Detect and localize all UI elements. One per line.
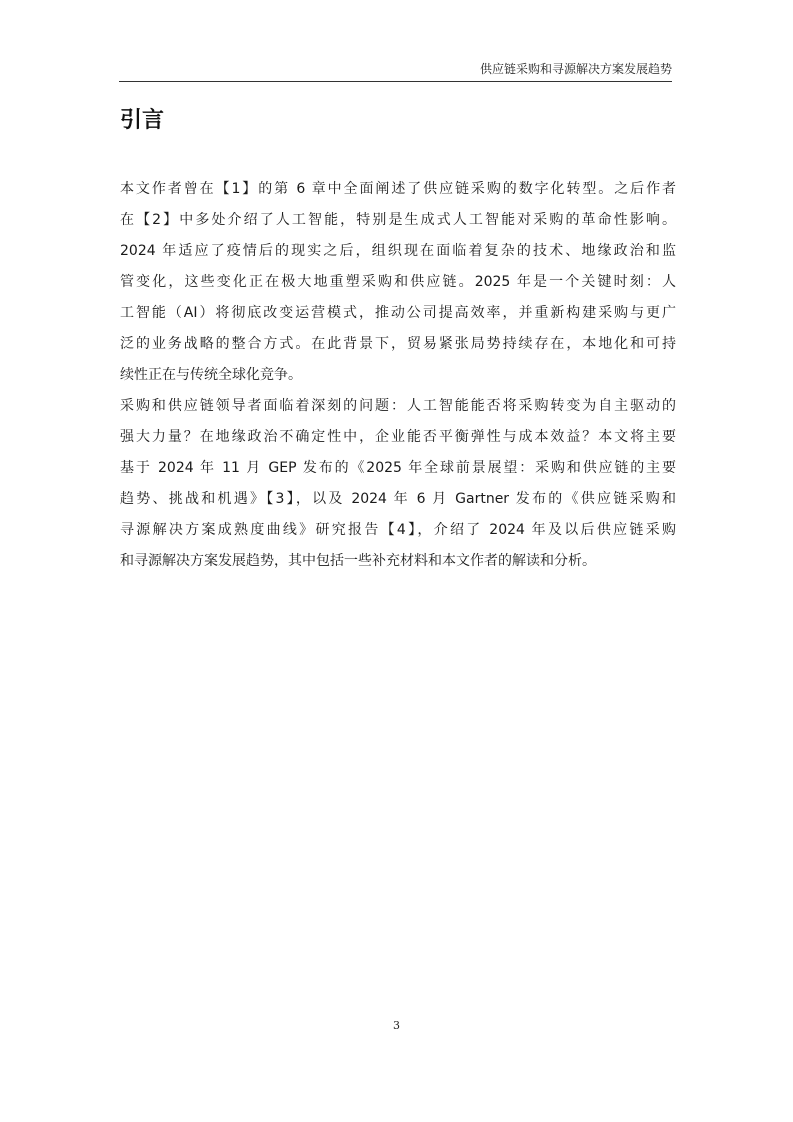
page-number: 3: [393, 1019, 400, 1032]
paragraph-line: 强大力量？在地缘政治不确定性中，企业能否平衡弹性与成本效益？本文将主要: [120, 429, 676, 445]
paragraph-line: 和寻源解决方案发展趋势，其中包括一些补充材料和本文作者的解读和分析。: [120, 553, 596, 569]
paragraph: [120, 394, 676, 580]
paragraph-line: 2024 年适应了疫情后的现实之后，组织现在面临着复杂的技术、地缘政治和监: [120, 243, 676, 259]
paragraph-line: 寻源解决方案成熟度曲线》研究报告【4】，介绍了 2024 年及以后供应链采购: [120, 522, 676, 538]
paragraph-line: 本文作者曾在【1】的第 6 章中全面阐述了供应链采购的数字化转型。之后作者: [120, 181, 676, 197]
header-divider: [119, 81, 672, 82]
paragraph-line: 工智能（AI）将彻底改变运营模式，推动公司提高效率，并重新构建采购与更广: [120, 305, 676, 321]
running-header: 供应链采购和寻源解决方案发展趋势: [479, 62, 672, 76]
paragraph-line: 续性正在与传统全球化竞争。: [120, 367, 302, 383]
paragraph: [120, 177, 676, 394]
paragraph-line: 采购和供应链领导者面临着深刻的问题：人工智能能否将采购转变为自主驱动的: [120, 398, 676, 414]
paragraph-line: 基于 2024 年 11 月 GEP 发布的《2025 年全球前景展望：采购和供应链的主要: [120, 460, 676, 476]
paragraph-line: 泛的业务战略的整合方式。在此背景下，贸易紧张局势持续存在，本地化和可持: [120, 336, 676, 352]
body-text: [120, 177, 676, 580]
paragraph-line: 趋势、挑战和机遇》【3】，以及 2024 年 6 月 Gartner 发布的《供应链采购和: [120, 491, 676, 507]
paragraph-line: 管变化，这些变化正在极大地重塑采购和供应链。2025 年是一个关键时刻：人: [120, 274, 676, 290]
paragraph-line: 在【2】中多处介绍了人工智能，特别是生成式人工智能对采购的革命性影响。: [120, 212, 676, 228]
page-title: 引言: [120, 108, 165, 133]
